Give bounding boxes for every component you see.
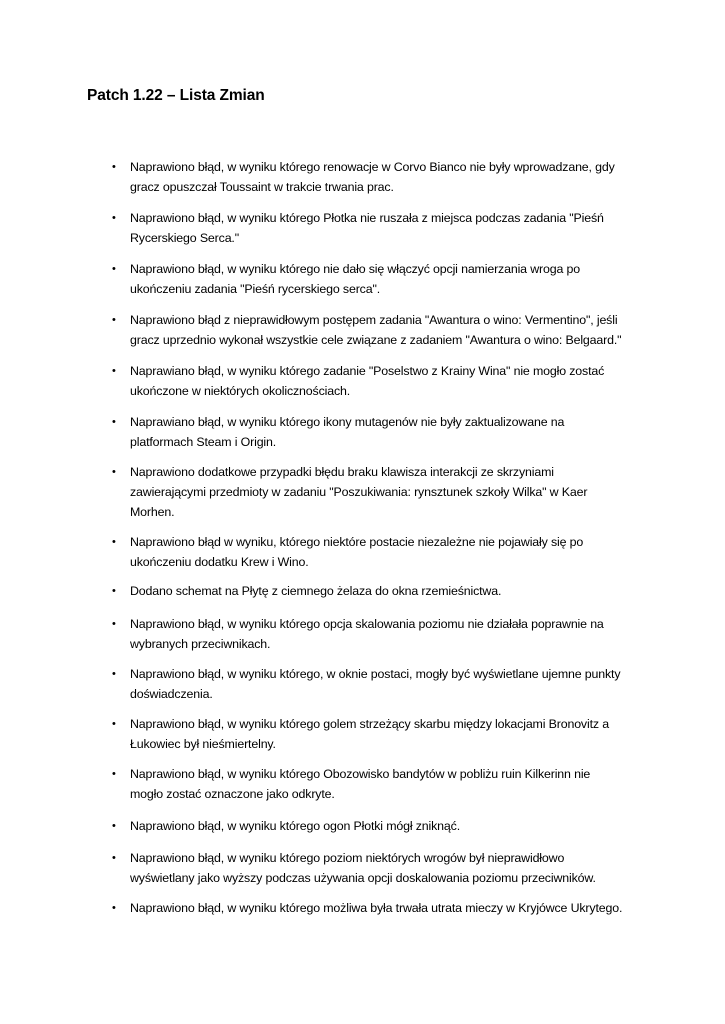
bullet-icon: • [112,618,116,630]
change-item-line: Naprawiono błąd, w wyniku którego opcja skalowania poziomu nie działała poprawnie na [130,617,604,631]
change-item-line: zawierającymi przedmioty w zadaniu "Poszukiwania: rynsztunek szkoły Wilka" w Kaer [130,485,588,499]
page-title: Patch 1.22 – Lista Zmian [87,87,265,104]
bullet-icon: • [112,668,116,680]
change-item-line: Naprawiono błąd, w wyniku którego poziom niektórych wrogów był nieprawidłowo [130,851,565,865]
bullet-icon: • [112,416,116,428]
change-item [106,714,646,754]
change-item-line: Naprawiono błąd, w wyniku którego, w oknie postaci, mogły być wyświetlane ujemne punkty [130,667,621,681]
change-item-line: Naprawiono błąd, w wyniku którego renowacje w Corvo Bianco nie były wprowadzane, gdy [130,160,615,174]
change-item-line: Naprawiono błąd, w wyniku którego Płotka nie ruszała z miejsca podczas zadania "Pieśń [130,211,604,225]
change-item [106,614,646,654]
change-item [106,898,646,918]
change-item-line: Morhen. [130,505,175,519]
change-item-line: mogło zostać oznaczone jako odkryte. [130,787,335,801]
change-item [106,462,646,522]
change-item-line: Naprawiono błąd w wyniku, którego niektóre postacie niezależne nie pojawiały się po [130,535,584,549]
change-item-line: ukończeniu zadania "Pieśń rycerskiego serca". [130,282,380,296]
change-item-line: Łukowiec był nieśmiertelny. [130,737,276,751]
bullet-icon: • [112,718,116,730]
bullet-icon: • [112,263,116,275]
change-item-line: gracz uprzednio wykonał wszystkie cele związane z zadaniem "Awantura o wino: Belgaard." [130,333,622,347]
bullet-icon: • [112,585,116,597]
change-item [106,157,646,197]
change-item-line: Naprawiano błąd, w wyniku którego zadanie "Poselstwo z Krainy Wina" nie mogło zostać [130,364,605,378]
bullet-icon: • [112,768,116,780]
bullet-icon: • [112,161,116,173]
bullet-icon: • [112,536,116,548]
bullet-icon: • [112,852,116,864]
bullet-icon: • [112,466,116,478]
change-item-line: Naprawiono błąd, w wyniku którego nie dało się włączyć opcji namierzania wroga po [130,262,580,276]
change-item [106,581,646,601]
bullet-icon: • [112,314,116,326]
change-item-line: Rycerskiego Serca." [130,231,239,245]
change-item [106,412,646,452]
bullet-icon: • [112,365,116,377]
change-item-line: platformach Steam i Origin. [130,435,277,449]
change-item-line: gracz opuszczał Toussaint w trakcie trwania prac. [130,180,394,194]
change-item [106,532,646,572]
change-item [106,664,646,704]
change-item-line: Dodano schemat na Płytę z ciemnego żelaza do okna rzemieśnictwa. [130,584,502,598]
change-item-line: Naprawiono błąd, w wyniku którego ogon Płotki mógł zniknąć. [130,819,461,833]
change-item-line: ukończeniu dodatku Krew i Wino. [130,555,309,569]
change-item [106,259,646,299]
change-item-line: Naprawiono błąd, w wyniku którego możliwa była trwała utrata mieczy w Kryjówce Ukrytego. [130,901,623,915]
change-item-line: wybranych przeciwnikach. [130,637,271,651]
bullet-icon: • [112,902,116,914]
change-item-line: Naprawiono błąd, w wyniku którego Obozowisko bandytów w pobliżu ruin Kilkerinn nie [130,767,591,781]
change-item-line: wyświetlany jako wyższy podczas używania opcji doskalowania poziomu przeciwników. [130,871,596,885]
change-item [106,816,646,836]
change-item-line: Naprawiano błąd, w wyniku którego ikony mutagenów nie były zaktualizowane na [130,415,565,429]
change-item-line: ukończone w niektórych okolicznościach. [130,384,351,398]
change-item-line: doświadczenia. [130,687,213,701]
bullet-icon: • [112,820,116,832]
change-item [106,848,646,888]
change-item [106,208,646,248]
change-item-line: Naprawiono dodatkowe przypadki błędu braku klawisza interakcji ze skrzyniami [130,465,554,479]
change-item-line: Naprawiono błąd, w wyniku którego golem strzeżący skarbu między lokacjami Bronovitz a [130,717,609,731]
change-item [106,310,646,350]
change-item-line: Naprawiono błąd z nieprawidłowym postępem zadania "Awantura o wino: Vermentino", jeśli [130,313,618,327]
bullet-icon: • [112,212,116,224]
change-item [106,764,646,804]
change-item [106,361,646,401]
